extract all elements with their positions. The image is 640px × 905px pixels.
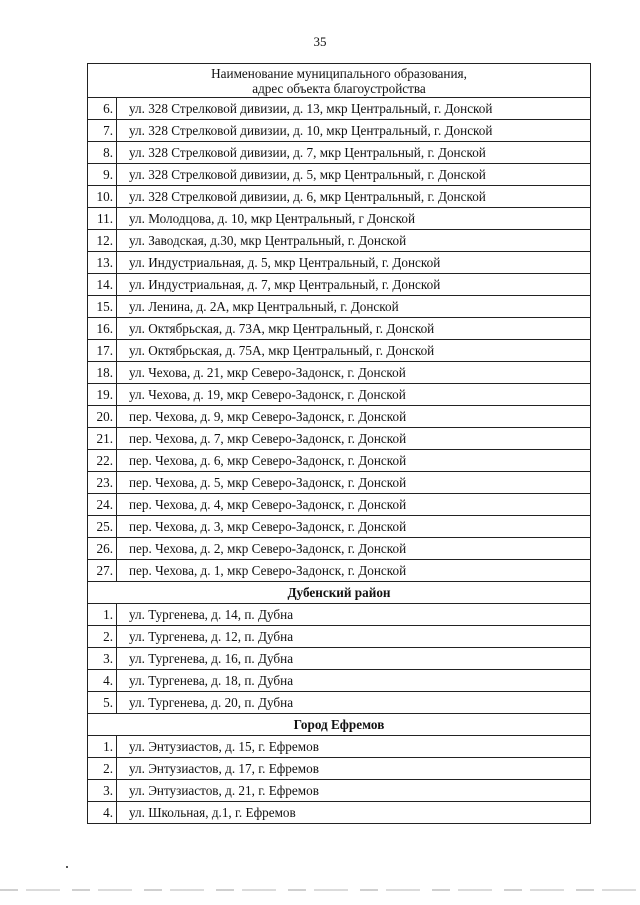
address-cell: пер. Чехова, д. 7, мкр Северо-Задонск, г. Донской [117, 428, 591, 450]
address-cell: ул. 328 Стрелковой дивизии, д. 13, мкр Центральный, г. Донской [117, 98, 591, 120]
row-number-cell [88, 252, 117, 274]
table-row [88, 758, 591, 780]
address-cell: ул. 328 Стрелковой дивизии, д. 5, мкр Центральный, г. Донской [117, 164, 591, 186]
table-row [88, 142, 591, 164]
row-number-cell [88, 560, 117, 582]
row-number-cell [88, 648, 117, 670]
row-number: 1. [103, 738, 113, 754]
address-cell: ул. Заводская, д.30, мкр Центральный, г. Донской [117, 230, 591, 252]
row-number: 27. [96, 562, 113, 578]
row-number: 2. [103, 628, 113, 644]
table-row [88, 120, 591, 142]
table-row [88, 516, 591, 538]
row-number: 9. [103, 166, 113, 182]
table-row [88, 472, 591, 494]
row-number-cell [88, 736, 117, 758]
table-row [88, 406, 591, 428]
row-number: 12. [96, 232, 113, 248]
row-number: 14. [96, 276, 113, 292]
section-header-row [88, 582, 591, 604]
table-row [88, 208, 591, 230]
row-number-cell [88, 142, 117, 164]
row-number: 4. [103, 804, 113, 820]
row-number-cell [88, 406, 117, 428]
section-title: Город Ефремов [88, 714, 591, 736]
row-number-cell [88, 230, 117, 252]
scan-edge-noise [0, 889, 640, 891]
address-cell: ул. Октябрьская, д. 73А, мкр Центральный, г. Донской [117, 318, 591, 340]
table-row [88, 98, 591, 120]
table-row [88, 428, 591, 450]
row-number-cell [88, 362, 117, 384]
row-number-cell [88, 692, 117, 714]
table-row [88, 560, 591, 582]
table-row [88, 296, 591, 318]
row-number: 3. [103, 650, 113, 666]
page-number: 35 [313, 34, 327, 49]
table-row [88, 340, 591, 362]
table-row [88, 802, 591, 824]
row-number: 15. [96, 298, 113, 314]
table-row [88, 736, 591, 758]
row-number-cell [88, 604, 117, 626]
address-cell: пер. Чехова, д. 3, мкр Северо-Задонск, г. Донской [117, 516, 591, 538]
table-row [88, 538, 591, 560]
scan-speck [66, 866, 68, 868]
address-cell: пер. Чехова, д. 2, мкр Северо-Задонск, г. Донской [117, 538, 591, 560]
row-number: 8. [103, 144, 113, 160]
table-row [88, 494, 591, 516]
address-cell: ул. Чехова, д. 19, мкр Северо-Задонск, г. Донской [117, 384, 591, 406]
row-number: 6. [103, 100, 113, 116]
address-table [87, 63, 591, 824]
address-cell: ул. Ленина, д. 2А, мкр Центральный, г. Донской [117, 296, 591, 318]
table-header-line2: адрес объекта благоустройства [252, 80, 426, 96]
row-number-cell [88, 274, 117, 296]
table-header-cell [88, 64, 591, 98]
address-cell: пер. Чехова, д. 4, мкр Северо-Задонск, г. Донской [117, 494, 591, 516]
row-number-cell [88, 450, 117, 472]
row-number-cell [88, 758, 117, 780]
address-cell: пер. Чехова, д. 6, мкр Северо-Задонск, г. Донской [117, 450, 591, 472]
row-number: 21. [96, 430, 113, 446]
row-number-cell [88, 120, 117, 142]
row-number-cell [88, 494, 117, 516]
row-number-cell [88, 428, 117, 450]
table-row [88, 384, 591, 406]
table-row [88, 692, 591, 714]
table-header-line1: Наименование муниципального образования, [211, 65, 467, 81]
table-header-row [88, 64, 591, 98]
address-cell: ул. Индустриальная, д. 5, мкр Центральный, г. Донской [117, 252, 591, 274]
address-cell: ул. Молодцова, д. 10, мкр Центральный, г Донской [117, 208, 591, 230]
row-number-cell [88, 318, 117, 340]
row-number: 13. [96, 254, 113, 270]
table-row [88, 230, 591, 252]
address-cell: ул. Энтузиастов, д. 21, г. Ефремов [117, 780, 591, 802]
row-number: 23. [96, 474, 113, 490]
row-number-cell [88, 186, 117, 208]
address-table-body [88, 64, 591, 824]
address-cell: ул. 328 Стрелковой дивизии, д. 6, мкр Центральный, г. Донской [117, 186, 591, 208]
address-cell: ул. Тургенева, д. 20, п. Дубна [117, 692, 591, 714]
address-cell: ул. Тургенева, д. 14, п. Дубна [117, 604, 591, 626]
row-number-cell [88, 472, 117, 494]
row-number-cell [88, 208, 117, 230]
row-number: 20. [96, 408, 113, 424]
row-number-cell [88, 384, 117, 406]
row-number: 18. [96, 364, 113, 380]
address-cell: ул. Октябрьская, д. 75А, мкр Центральный, г. Донской [117, 340, 591, 362]
table-row [88, 626, 591, 648]
row-number: 25. [96, 518, 113, 534]
address-cell: ул. Энтузиастов, д. 15, г. Ефремов [117, 736, 591, 758]
address-cell: пер. Чехова, д. 1, мкр Северо-Задонск, г. Донской [117, 560, 591, 582]
row-number: 26. [96, 540, 113, 556]
row-number: 1. [103, 606, 113, 622]
row-number-cell [88, 164, 117, 186]
row-number: 10. [96, 188, 113, 204]
row-number-cell [88, 670, 117, 692]
row-number: 17. [96, 342, 113, 358]
row-number: 24. [96, 496, 113, 512]
address-cell: ул. Тургенева, д. 18, п. Дубна [117, 670, 591, 692]
row-number: 11. [97, 210, 113, 226]
address-cell: ул. Школьная, д.1, г. Ефремов [117, 802, 591, 824]
table-row [88, 186, 591, 208]
address-cell: ул. Энтузиастов, д. 17, г. Ефремов [117, 758, 591, 780]
address-cell: ул. Чехова, д. 21, мкр Северо-Задонск, г. Донской [117, 362, 591, 384]
row-number-cell [88, 538, 117, 560]
row-number: 3. [103, 782, 113, 798]
address-cell: ул. Индустриальная, д. 7, мкр Центральный, г. Донской [117, 274, 591, 296]
table-row [88, 274, 591, 296]
address-cell: ул. Тургенева, д. 12, п. Дубна [117, 626, 591, 648]
row-number-cell [88, 516, 117, 538]
row-number: 2. [103, 760, 113, 776]
row-number-cell [88, 340, 117, 362]
row-number: 5. [103, 694, 113, 710]
row-number-cell [88, 802, 117, 824]
row-number-cell [88, 780, 117, 802]
table-row [88, 670, 591, 692]
section-header-row [88, 714, 591, 736]
row-number: 16. [96, 320, 113, 336]
table-row [88, 604, 591, 626]
row-number: 7. [103, 122, 113, 138]
section-title: Дубенский район [88, 582, 591, 604]
table-row [88, 252, 591, 274]
table-row [88, 318, 591, 340]
table-row [88, 780, 591, 802]
table-row [88, 648, 591, 670]
address-cell: ул. Тургенева, д. 16, п. Дубна [117, 648, 591, 670]
row-number: 4. [103, 672, 113, 688]
address-cell: пер. Чехова, д. 9, мкр Северо-Задонск, г. Донской [117, 406, 591, 428]
address-cell: пер. Чехова, д. 5, мкр Северо-Задонск, г. Донской [117, 472, 591, 494]
row-number: 19. [96, 386, 113, 402]
table-row [88, 362, 591, 384]
row-number: 22. [96, 452, 113, 468]
table-row [88, 450, 591, 472]
row-number-cell [88, 626, 117, 648]
address-cell: ул. 328 Стрелковой дивизии, д. 10, мкр Центральный, г. Донской [117, 120, 591, 142]
row-number-cell [88, 98, 117, 120]
address-cell: ул. 328 Стрелковой дивизии, д. 7, мкр Центральный, г. Донской [117, 142, 591, 164]
table-row [88, 164, 591, 186]
row-number-cell [88, 296, 117, 318]
